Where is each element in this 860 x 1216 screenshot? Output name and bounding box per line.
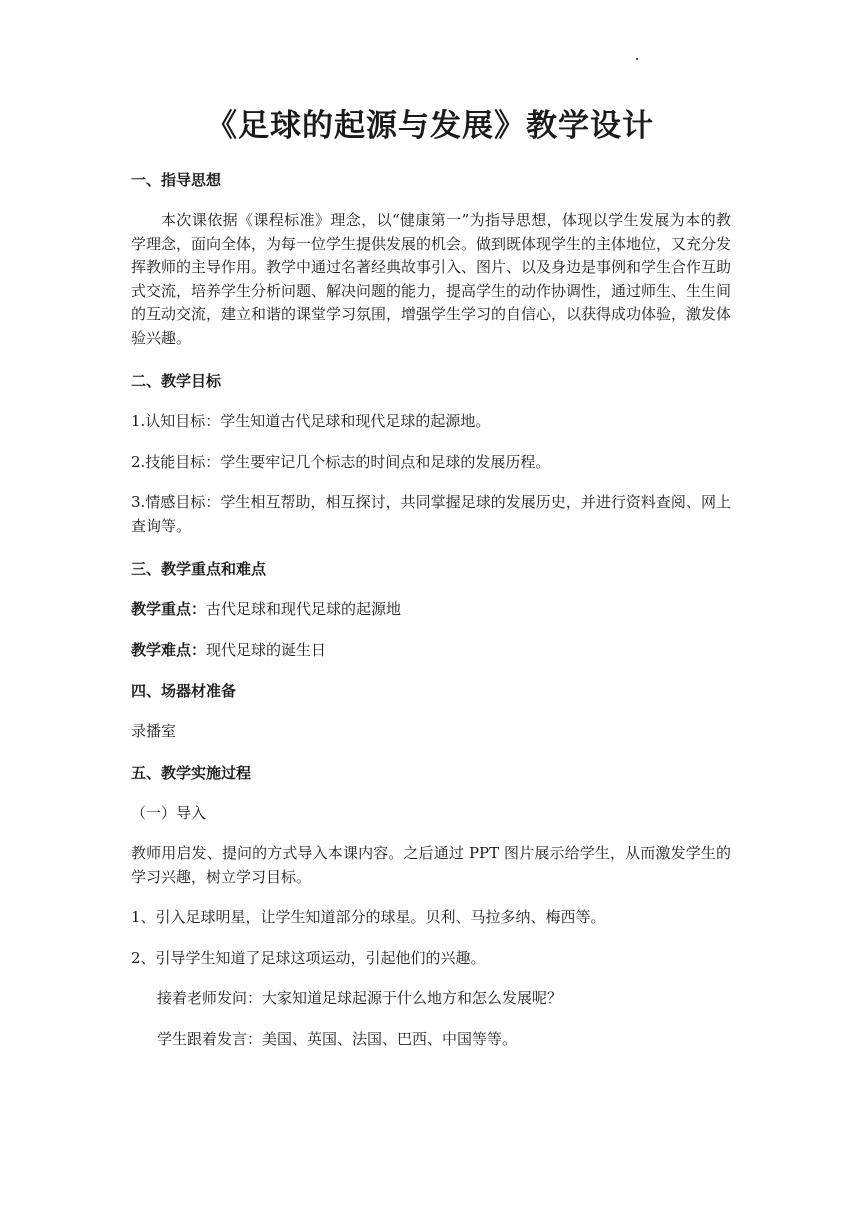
student-answer: 学生跟着发言：美国、英国、法国、巴西、中国等等。 xyxy=(157,1029,518,1048)
section-heading-process: 五、教学实施过程 xyxy=(131,763,252,782)
teacher-question: 接着老师发问：大家知道足球起源于什么地方和怎么发展呢？ xyxy=(157,989,563,1007)
teaching-focus-line xyxy=(131,598,731,622)
objective-item-1: 1.认知目标：学生知道古代足球和现代足球的起源地。 xyxy=(131,412,491,430)
document-body xyxy=(131,168,731,1051)
teaching-difficulty-line xyxy=(131,639,731,663)
process-step-2: 2、引导学生知道了足球这项运动，引起他们的兴趣。 xyxy=(131,948,486,967)
process-intro-paragraph: 教师用启发、提问的方式导入本课内容。之后通过 PPT 图片展示给学生，从而激发学生的学习兴趣，树立学习目标。 xyxy=(131,844,731,886)
teaching-focus-label: 教学重点： xyxy=(131,600,207,618)
section-heading-guiding-thought: 一、指导思想 xyxy=(131,171,222,189)
process-subheading-intro: （一）导入 xyxy=(131,803,207,822)
document-title: 《足球的起源与发展》教学设计 xyxy=(206,108,654,144)
guiding-thought-paragraph: 本次课依据《课程标准》理念，以“健康第一”为指导思想，体现以学生发展为本的教学理念，面向全体，为每一位学生提供发展的机会。做到既体现学生的主体地位，又充分发挥教师的主导作用。教学中通过名著经典故事引入、图片、以及身边是事例和学生合作互助式交流，培养学生分析问题、解决问题的能力，提高学生的动作协调性，通过师生、生生间的互动交流，建立和谐的课堂学习氛围，增强学生学习的自信心，以获得成功体验，激发体验兴趣。 xyxy=(131,211,732,347)
teaching-difficulty-text: 现代足球的诞生日 xyxy=(206,640,327,659)
objective-item-2: 2.技能目标：学生要牢记几个标志的时间点和足球的发展历程。 xyxy=(131,452,551,471)
equipment-text: 录播室 xyxy=(131,722,177,740)
teaching-difficulty-label: 教学难点： xyxy=(131,640,207,659)
page-corner-mark xyxy=(636,58,638,60)
objective-item-3: 3.情感目标：学生相互帮助，相互探讨，共同掌握足球的发展历史，并进行资料查阅、网上查询等。 xyxy=(131,493,731,535)
teaching-focus-text: 古代足球和现代足球的起源地 xyxy=(206,600,402,618)
section-heading-objectives: 二、教学目标 xyxy=(131,372,222,390)
section-heading-equipment: 四、场器材准备 xyxy=(131,682,237,700)
section-heading-key-points: 三、教学重点和难点 xyxy=(131,560,267,578)
process-step-1: 1、引入足球明星，让学生知道部分的球星。贝利、马拉多纳、梅西等。 xyxy=(131,908,606,926)
